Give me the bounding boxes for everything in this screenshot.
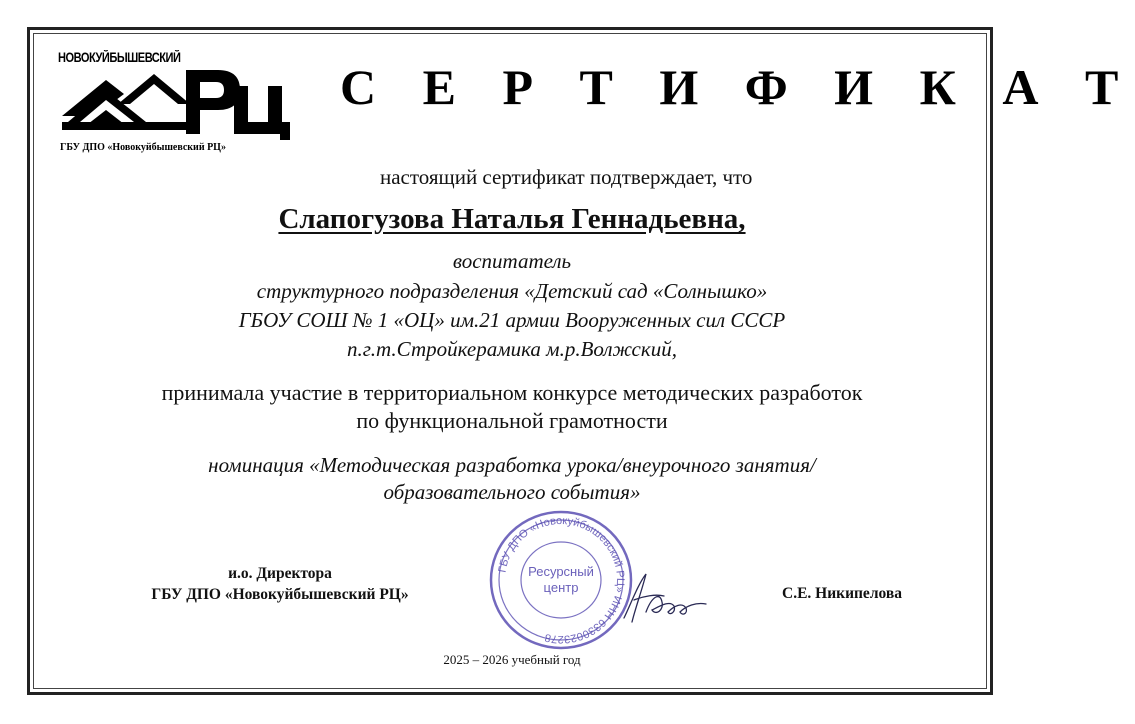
director-title-line-2: ГБУ ДПО «Новокуйбышевский РЦ»	[151, 586, 409, 603]
participation-line-1: принимала участие в территориальном конкурсе методических разработок	[161, 380, 863, 405]
stamp-seal-icon	[486, 506, 636, 654]
organization-line-2: ГБОУ СОШ № 1 «ОЦ» им.21 армии Вооруженных сил СССР	[238, 308, 786, 332]
recipient-name: Слапогузова Наталья Геннадьевна,	[278, 203, 746, 235]
stamp-center-line-1: Ресурсный	[528, 564, 594, 579]
academic-year: 2025 – 2026 учебный год	[443, 652, 581, 667]
organization-logo	[58, 50, 294, 162]
recipient-position: воспитатель	[452, 249, 572, 273]
organization-line-3: п.г.т.Стройкерамика м.р.Волжский,	[347, 337, 677, 361]
director-title-line-1: и.о. Директора	[228, 565, 332, 582]
official-stamp	[486, 506, 636, 654]
stamp-center-line-2: центр	[543, 580, 579, 595]
nomination-line-2: образовательного события»	[383, 480, 641, 504]
director-signature-icon	[616, 566, 714, 628]
organization-line-1: структурного подразделения «Детский сад «Солнышко»	[256, 279, 768, 303]
certificate-intro: настоящий сертификат подтверждает, что	[380, 165, 753, 189]
logo-emblem-icon	[58, 64, 294, 144]
director-name: С.Е. Никипелова	[782, 585, 902, 602]
certificate-title: С Е Р Т И Ф И К А Т	[340, 59, 1135, 115]
logo-caption: ГБУ ДПО «Новокуйбышевский РЦ»	[60, 142, 226, 153]
participation-line-2: по функциональной грамотности	[356, 408, 668, 433]
stamp-ring-text: ГБУ ДПО «Новокуйбышевский РЦ» ИНН 6330023278	[496, 514, 627, 646]
nomination-line-1: номинация «Методическая разработка урока/внеурочного занятия/	[208, 453, 816, 477]
logo-top-text: НОВОКУЙБЫШЕВСКИЙ	[58, 50, 181, 65]
